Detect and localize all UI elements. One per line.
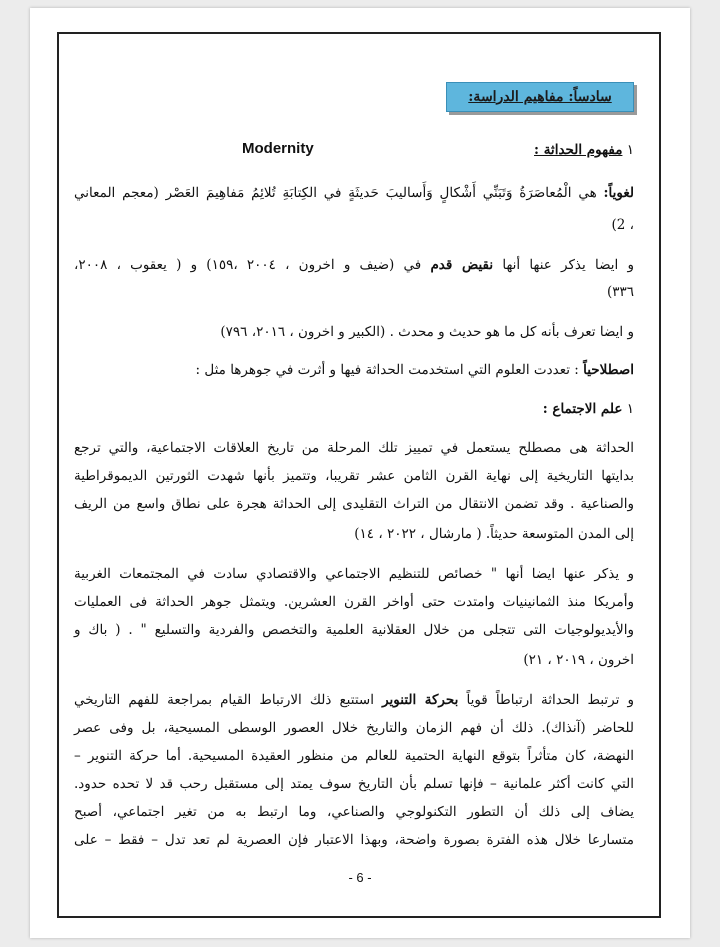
text-line (74, 690, 634, 710)
bold-term: نقيض قدم (430, 257, 494, 273)
concept-english-title: Modernity (242, 140, 314, 157)
page-number: - 6 - (348, 870, 372, 885)
text-run: و ايضا تعرف بأنه كل ما هو حديث و محدث . (الكبير و اخرون ، ٢٠١٦، ٧٩٦) (220, 324, 634, 340)
section-heading-box (446, 82, 634, 112)
text-line (74, 620, 634, 640)
bold-term: لغوياً: (603, 185, 634, 201)
text-line (74, 774, 634, 794)
text-line (74, 592, 634, 612)
text-run: متسارعا خلال هذه الفترة بصورة واضحة، وبهذا الاعتبار فإن العصرية لم تعد تدل – فقط – على (74, 832, 634, 848)
text-run: : تعددت العلوم التي استخدمت الحداثة فيها و أثرت في جوهرها مثل : (195, 362, 584, 378)
text-run: و يذكر عنها ايضا أنها " خصائص للتنظيم الاجتماعي والاقتصادي سادت في المجتمعات الغربية (74, 566, 634, 582)
concept-title: مفهوم الحداثة : (534, 142, 623, 158)
text-run: والصناعية . وقد تضمن الانتقال من التراث التقليدى إلى الحداثة هجرة على نطاق واسع من الريف (74, 496, 634, 512)
text-run: النهضة، كان متأثراً بتوقع النهاية الحتمية للعالم من منظور العقيدة المسيحية. أما حركة التنوير – (74, 748, 634, 764)
text-line (74, 718, 634, 738)
text-line (523, 650, 634, 670)
text-run: ، 2) (611, 217, 634, 233)
text-line (543, 399, 634, 419)
text-run: و ترتبط الحداثة ارتباطاً قوياً (458, 692, 634, 708)
text-line (74, 564, 634, 584)
text-run: الحداثة هى مصطلح يستعمل في تمييز تلك المرحلة من تاريخ العلاقات الاجتماعية، والتي ترجع (74, 440, 634, 456)
text-line (74, 746, 634, 766)
text-run: ١ (622, 401, 634, 417)
text-line (74, 494, 634, 514)
text-run: وأمريكا منذ الثمانينيات وامتدت حتى أواخر القرن العشرين. ويتمثل جوهر الحداثة فى العمليات (74, 594, 634, 610)
text-run: اخرون ، ٢٠١٩ ، ٢١) (523, 652, 634, 668)
text-line (74, 830, 634, 850)
text-run: ٣٣٦) (606, 284, 634, 300)
text-line (607, 282, 634, 302)
bold-term: بحركة التنوير (382, 692, 459, 708)
text-run: للحاضر (آنذاك). ذلك أن فهم الزمان والتاريخ خلال العصور الوسطى المسيحية، بل وفى عصر (74, 720, 634, 736)
concept-number: ١ (626, 142, 634, 158)
text-line (74, 438, 634, 458)
text-run: في (ضيف و اخرون ، ٢٠٠٤ ،١٥٩) و ( يعقوب ، ٢٠٠٨، (74, 257, 431, 273)
text-run: يضاف إلى ذلك أن التطور التكنولوجي والصناعي، وما ارتبط به من تغير اجتماعي، أصبح (74, 804, 634, 820)
concept-heading (534, 140, 634, 160)
text-run: استتبع ذلك الارتباط القيام بمراجعة للفهم التاريخي (74, 692, 383, 708)
text-line (74, 255, 634, 275)
text-line (74, 183, 634, 203)
text-line (74, 466, 634, 486)
section-heading: سادساً: مفاهيم الدراسة: (468, 89, 612, 105)
text-line (74, 802, 634, 822)
text-run: و ايضا يذكر عنها أنها (493, 257, 634, 273)
text-line (354, 524, 634, 544)
text-run: إلى المدن المتوسعة حديثاً. ( مارشال ، ٢٠٢٢ ، ١٤) (354, 526, 634, 542)
bold-term: علم الاجتماع : (542, 401, 623, 417)
text-run: بدايتها التاريخية إلى نهاية القرن الثامن عشر تقريبا، وتتميز بأنها شهدت الثورتين الديموقراطية (74, 468, 634, 484)
text-run: التي كانت أكثر علمانية – فإنها تسلم بأن التاريخ سوف يمتد إلى مستقبل رحب قد لا تحده حدود. (74, 776, 635, 792)
text-run: والأيديولوجيات التى تتجلى من خلال العقلانية العلمية والتخصص والفردية والتسليع " . ( باك و (74, 622, 634, 638)
text-run: هي الْمُعاصَرَةُ وَتَبَنِّي أَشْكالٍ وَأَساليبَ حَديثَةٍ في الكِتابَةِ تُلائِمُ مَفاهِيمَ العَصْر (معجم المعاني (74, 185, 604, 201)
text-line (611, 215, 634, 235)
bold-term: اصطلاحياً (583, 362, 634, 378)
document-page (30, 8, 690, 938)
text-line (220, 322, 634, 342)
text-line (196, 360, 634, 380)
